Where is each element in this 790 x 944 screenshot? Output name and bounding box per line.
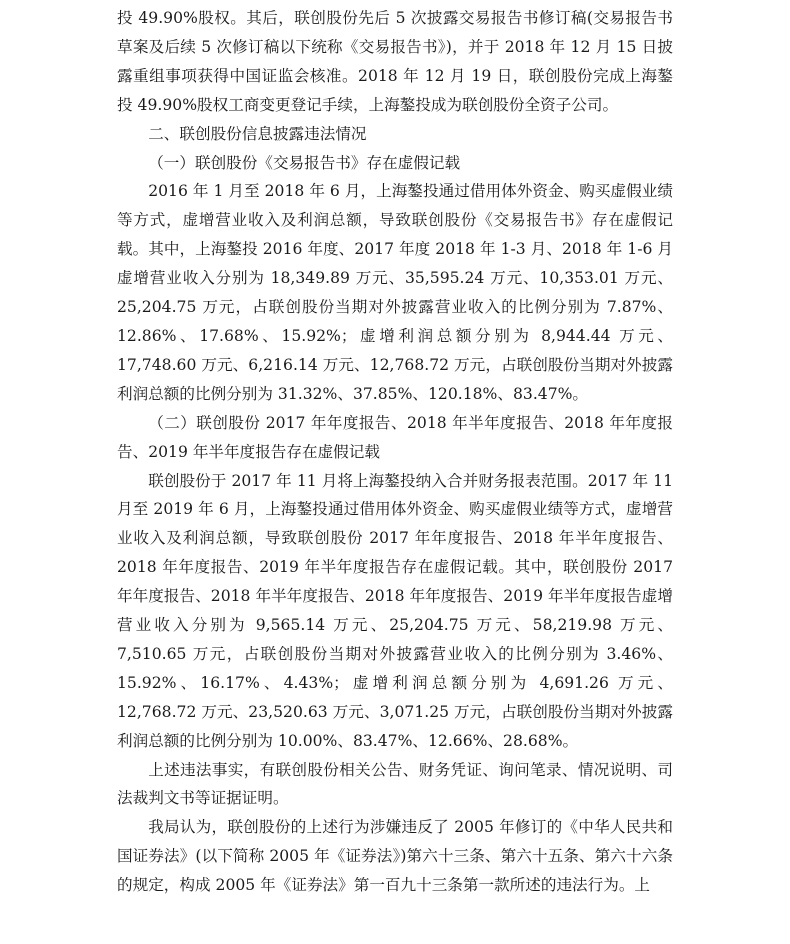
paragraph-equity-transfer: 投 49.90%股权。其后，联创股份先后 5 次披露交易报告书修订稿(交易报告书草案及后续 5 次修订稿以下统称《交易报告书》)，并于 2018 年 12 月 15 日披露重组事项获得中国证监会核准。2018 年 12 月 19 日，联创股份完成上海鏊投 49.90%股权工商变更登记手续，上海鏊投成为联创股份全资子公司。 (117, 9, 673, 114)
paragraph-legal-conclusion: 我局认为，联创股份的上述行为涉嫌违反了 2005 年修订的《中华人民共和国证券法》(以下简称 2005 年《证券法》)第六十三条、第六十五条、第六十六条的规定，构成 2005 年《证券法》第一百九十三条第一款所述的违法行为。上 (117, 818, 673, 895)
subheading-transaction-report: （一）联创股份《交易报告书》存在虚假记载 (148, 153, 461, 172)
section-heading-violations: 二、联创股份信息披露违法情况 (148, 124, 367, 143)
document-page (117, 4, 673, 900)
paragraph-evidence: 上述违法事实，有联创股份相关公告、财务凭证、询问笔录、情况说明、司法裁判文书等证据证明。 (117, 760, 673, 808)
subheading-periodic-reports: （二）联创股份 2017 年年度报告、2018 年半年度报告、2018 年年度报告、2019 年半年度报告存在虚假记载 (117, 413, 673, 461)
paragraph-transaction-report-details: 2016 年 1 月至 2018 年 6 月，上海鏊投通过借用体外资金、购买虚假业绩等方式，虚增营业收入及利润总额，导致联创股份《交易报告书》存在虚假记载。其中，上海鏊投 2016 年度、2017 年度 2018 年 1-3 月、2018 年 1-6 月虚增营业收入分别为 18,349.89 万元、35,595.24 万元、10,353.01 万元、25,204.75 万元，占联创股份当期对外披露营业收入的比例分别为 7.87%、12.86%、17.68%、15.92%；虚增利润总额分别为 8,944.44 万元、17,748.60 万元、6,216.14 万元、12,768.72 万元，占联创股份当期对外披露利润总额的比例分别为 31.32%、37.85%、120.18%、83.47%。 (117, 182, 673, 403)
paragraph-periodic-reports-details: 联创股份于 2017 年 11 月将上海鏊投纳入合并财务报表范围。2017 年 11 月至 2019 年 6 月，上海鏊投通过借用体外资金、购买虚假业绩等方式，虚增营业收入及利润总额，导致联创股份 2017 年年度报告、2018 年半年度报告、2018 年年度报告、2019 年半年度报告存在虚假记载。其中，联创股份 2017 年年度报告、2018 年半年度报告、2018 年年度报告、2019 年半年度报告虚增营业收入分别为 9,565.14 万元、25,204.75 万元、58,219.98 万元、7,510.65 万元，占联创股份当期对外披露营业收入的比例分别为 3.46%、15.92%、16.17%、4.43%；虚增利润总额分别为 4,691.26 万元、12,768.72 万元、23,520.63 万元、3,071.25 万元，占联创股份当期对外披露利润总额的比例分别为 10.00%、83.47%、12.66%、28.68%。 (117, 471, 673, 750)
